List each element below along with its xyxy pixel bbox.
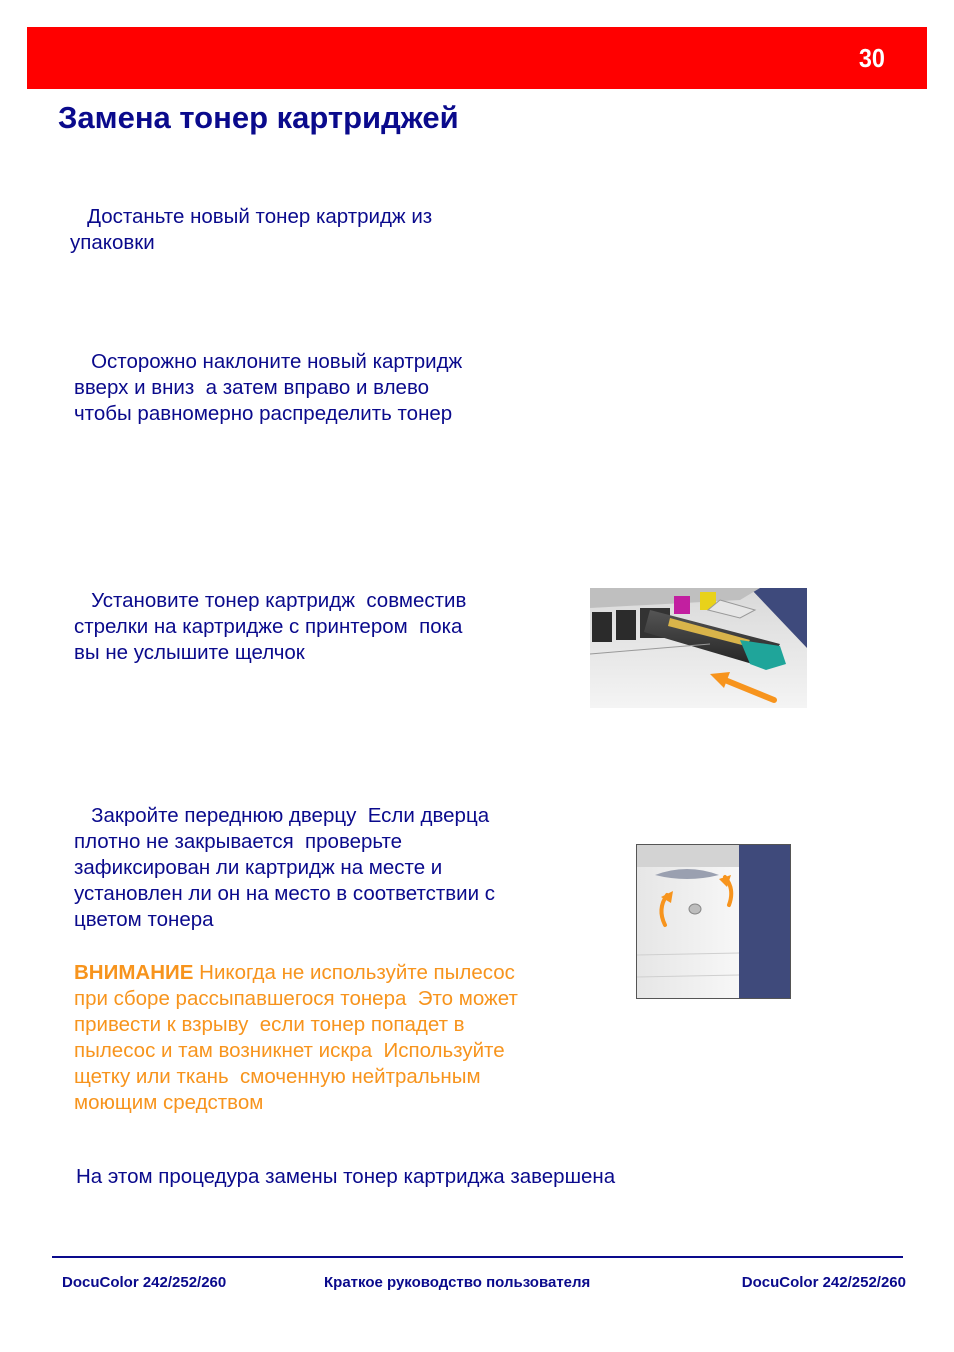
step-4-line-4: установлен ли он на место в соответствии с <box>74 882 496 905</box>
step-3-line-2: стрелки на картридже с принтером пока <box>74 615 463 638</box>
step-4-line-2: плотно не закрывается проверьте <box>74 830 403 853</box>
step-3-text <box>74 588 466 666</box>
front-door-illustration <box>637 845 790 998</box>
step-1-line-2: упаковки <box>70 231 155 254</box>
close-door-photo <box>636 844 791 999</box>
warning-line-1 <box>74 960 518 986</box>
step-4-text <box>74 803 495 933</box>
step-2-text <box>74 349 462 427</box>
page-title: Замена тонер картриджей <box>58 100 459 135</box>
footer-center: Краткое руководство пользователя <box>324 1274 591 1291</box>
footer-left: DocuColor 242/252/260 <box>62 1274 227 1291</box>
cartridge-install-illustration <box>590 588 807 708</box>
step-4-line-1: Закройте переднюю дверцу Если дверца <box>74 804 490 827</box>
final-text: На этом процедура замены тонер картриджа завершена <box>76 1165 616 1188</box>
warning-line-3: привести к взрыву если тонер попадет в <box>74 1013 465 1036</box>
warning-text <box>74 960 518 1116</box>
header-bar <box>27 27 927 89</box>
warning-first-line: Никогда не используйте пылесос <box>193 961 515 984</box>
step-1-line-1: Достаньте новый тонер картридж из <box>70 205 433 228</box>
step-3-line-3: вы не услышите щелчок <box>74 641 305 664</box>
warning-line-4: пылесос и там возникнет искра Используйте <box>74 1039 505 1062</box>
page-number: 30 <box>858 43 885 73</box>
step-3-line-1: Установите тонер картридж совместив <box>74 589 467 612</box>
step-2-line-1: Осторожно наклоните новый картридж <box>74 350 463 373</box>
cartridge-install-photo <box>590 588 807 708</box>
warning-line-6: моющим средством <box>74 1091 264 1114</box>
footer-right: DocuColor 242/252/260 <box>741 1274 906 1291</box>
warning-label: ВНИМАНИЕ <box>74 961 194 984</box>
step-2-line-2: вверх и вниз а затем вправо и влево <box>74 376 430 399</box>
footer-divider <box>52 1256 903 1258</box>
warning-line-5: щетку или ткань смоченную нейтральным <box>74 1065 481 1088</box>
step-1-text <box>70 204 432 256</box>
step-2-line-3: чтобы равномерно распределить тонер <box>74 402 453 425</box>
step-4-line-3: зафиксирован ли картридж на месте и <box>74 856 443 879</box>
step-4-line-5: цветом тонера <box>74 908 214 931</box>
warning-line-2: при сборе рассыпавшегося тонера Это может <box>74 987 518 1010</box>
